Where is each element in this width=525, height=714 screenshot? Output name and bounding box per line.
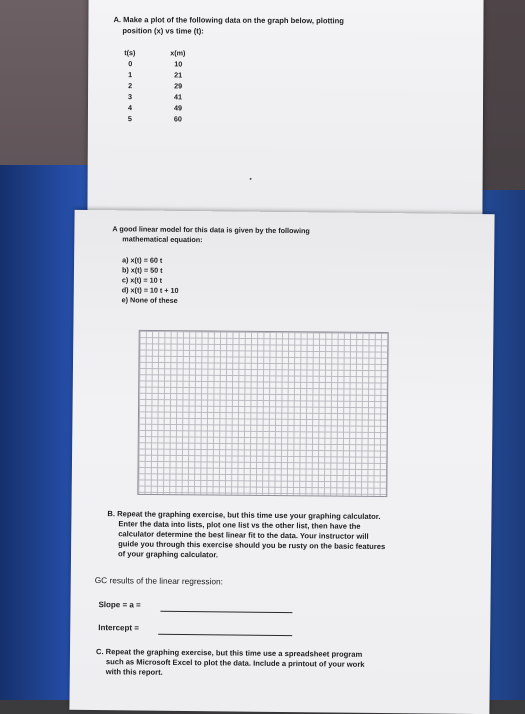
gc-results-heading: GC results of the linear regression:: [95, 575, 223, 586]
question-prompt-line1: A good linear model for this data is given by the following: [112, 224, 309, 235]
part-c-line2: such as Microsoft Excel to plot the data. Include a printout of your work: [106, 657, 365, 669]
time-value: 3: [128, 92, 132, 101]
part-c-line1: C. Repeat the graphing exercise, but this time use a spreadsheet program: [96, 647, 362, 659]
position-value: 49: [174, 103, 182, 112]
time-value: 0: [128, 59, 132, 68]
time-value: 4: [128, 103, 132, 112]
position-value: 60: [174, 114, 182, 123]
time-value: 1: [128, 70, 132, 79]
part-b-line1: B. Repeat the graphing exercise, but this time use your graphing calculator.: [107, 509, 380, 521]
column-header-position: x(m): [170, 48, 185, 57]
answer-option-e: e) None of these: [122, 295, 178, 305]
question-prompt-line2: mathematical equation:: [122, 234, 202, 244]
intercept-label: Intercept =: [98, 623, 139, 632]
worksheet-page-top: [87, 0, 483, 221]
part-c-line3: with this report.: [106, 667, 163, 677]
page-mark: [250, 178, 252, 180]
part-a-prompt-line1: A. Make a plot of the following data on the graph below, plotting: [113, 15, 344, 25]
intercept-answer-blank[interactable]: [158, 634, 292, 636]
part-b-line2: Enter the data into lists, plot one list vs the other list, then have the: [118, 519, 360, 531]
part-b-line5: of your graphing calculator.: [118, 549, 218, 559]
graph-paper-grid[interactable]: [137, 330, 388, 497]
part-a-prompt-line2: position (x) vs time (t):: [122, 26, 203, 35]
position-value: 10: [174, 59, 182, 68]
part-b-line3: calculator determine the best linear fit to the data. Your instructor will: [118, 529, 368, 541]
position-value: 21: [174, 70, 182, 79]
slope-answer-blank[interactable]: [160, 611, 292, 613]
answer-option-c: c) x(t) = 10 t: [122, 275, 162, 284]
position-value: 41: [174, 92, 182, 101]
answer-option-a: a) x(t) = 60 t: [122, 255, 162, 264]
slope-label: Slope = a =: [98, 600, 140, 609]
time-value: 2: [128, 81, 132, 90]
answer-option-d: d) x(t) = 10 t + 10: [122, 285, 179, 295]
position-value: 29: [174, 81, 182, 90]
time-value: 5: [128, 114, 132, 123]
answer-option-b: b) x(t) = 50 t: [122, 265, 163, 274]
part-b-line4: guide you through this exercise should you be rusty on the basic features: [118, 539, 385, 551]
column-header-time: t(s): [124, 48, 135, 57]
